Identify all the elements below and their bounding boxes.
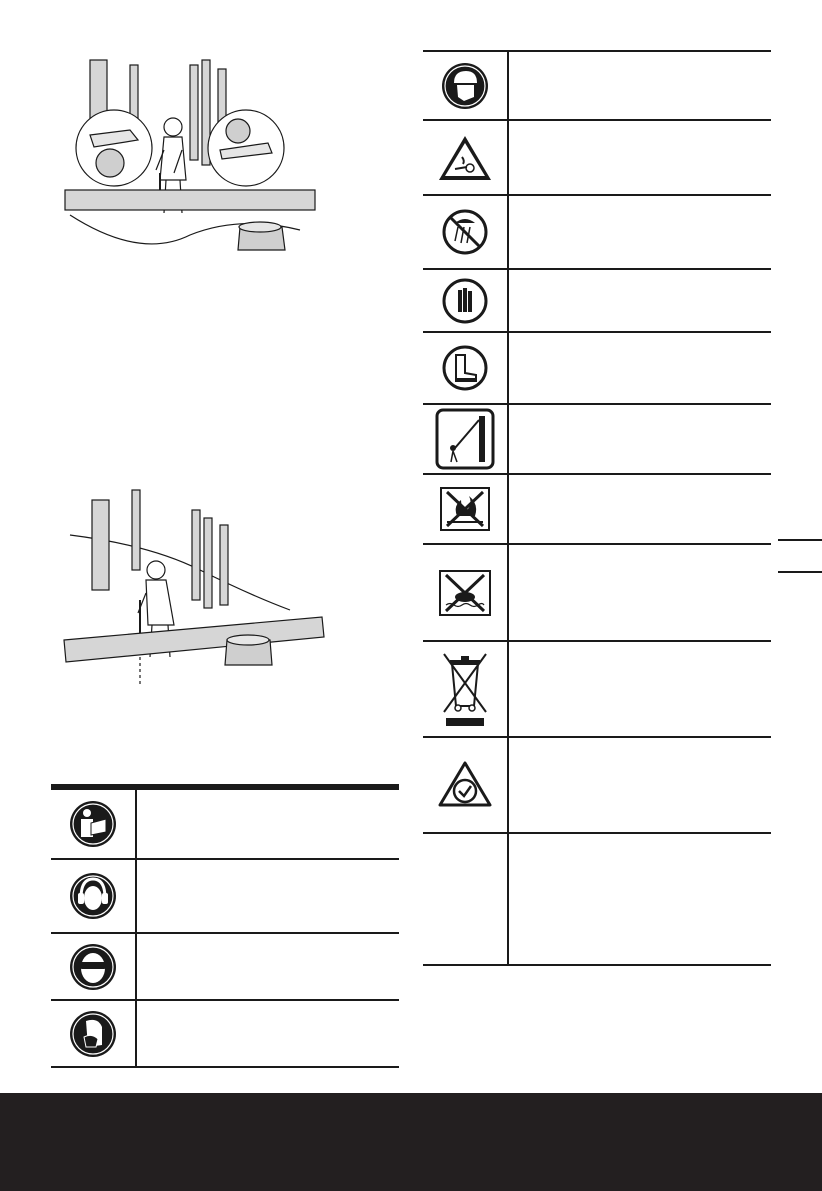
- symbol-row: [51, 933, 399, 1000]
- dust-mask-icon: [68, 1009, 118, 1059]
- side-tab-marker: [778, 571, 822, 573]
- symbol-row: [423, 332, 771, 404]
- kickback-warning-icon: [437, 133, 493, 183]
- symbol-row: [423, 474, 771, 544]
- symbol-row: [423, 833, 771, 965]
- symbol-row: [423, 120, 771, 195]
- symbol-description: [508, 544, 771, 641]
- symbol-description: [136, 933, 399, 1000]
- symbol-description: [508, 474, 771, 544]
- symbols-table-right: [423, 50, 771, 966]
- symbol-description: [508, 120, 771, 195]
- symbol-description: [136, 787, 399, 859]
- no-water-dumping-icon: [438, 569, 492, 617]
- hearing-protection-icon: [68, 871, 118, 921]
- footer-band: [0, 1093, 822, 1191]
- head-protection-icon: [440, 61, 490, 111]
- symbol-row: [423, 404, 771, 474]
- no-rain-icon: [440, 207, 490, 257]
- symbol-row: [423, 544, 771, 641]
- side-tab-marker: [778, 539, 822, 541]
- symbol-row: [51, 787, 399, 859]
- weee-bin-icon: [438, 650, 492, 728]
- symbol-row: [423, 737, 771, 833]
- symbol-row: [51, 859, 399, 933]
- no-burning-icon: [439, 486, 491, 532]
- electrical-hazard-icon: [435, 408, 495, 470]
- empty-icon-cell: [423, 833, 508, 965]
- rcm-mark-icon: [436, 759, 494, 811]
- symbol-description: [136, 1000, 399, 1067]
- symbol-description: [508, 737, 771, 833]
- symbol-row: [423, 269, 771, 332]
- symbol-row: [423, 195, 771, 269]
- symbol-description: [508, 195, 771, 269]
- symbol-description: [508, 404, 771, 474]
- eye-protection-icon: [68, 942, 118, 992]
- symbol-description: [136, 859, 399, 933]
- symbol-description: [508, 833, 771, 965]
- symbols-table-left: [51, 784, 399, 1068]
- symbol-row: [423, 641, 771, 737]
- read-manual-icon: [68, 799, 118, 849]
- symbol-row: [51, 1000, 399, 1067]
- symbol-row: [423, 51, 771, 120]
- safety-boots-icon: [440, 343, 490, 393]
- bucking-illustration-top: [60, 55, 322, 260]
- bucking-illustration-bottom: [60, 485, 332, 685]
- symbol-description: [508, 51, 771, 120]
- gloves-icon: [440, 276, 490, 326]
- symbol-description: [508, 332, 771, 404]
- symbol-description: [508, 641, 771, 737]
- symbol-description: [508, 269, 771, 332]
